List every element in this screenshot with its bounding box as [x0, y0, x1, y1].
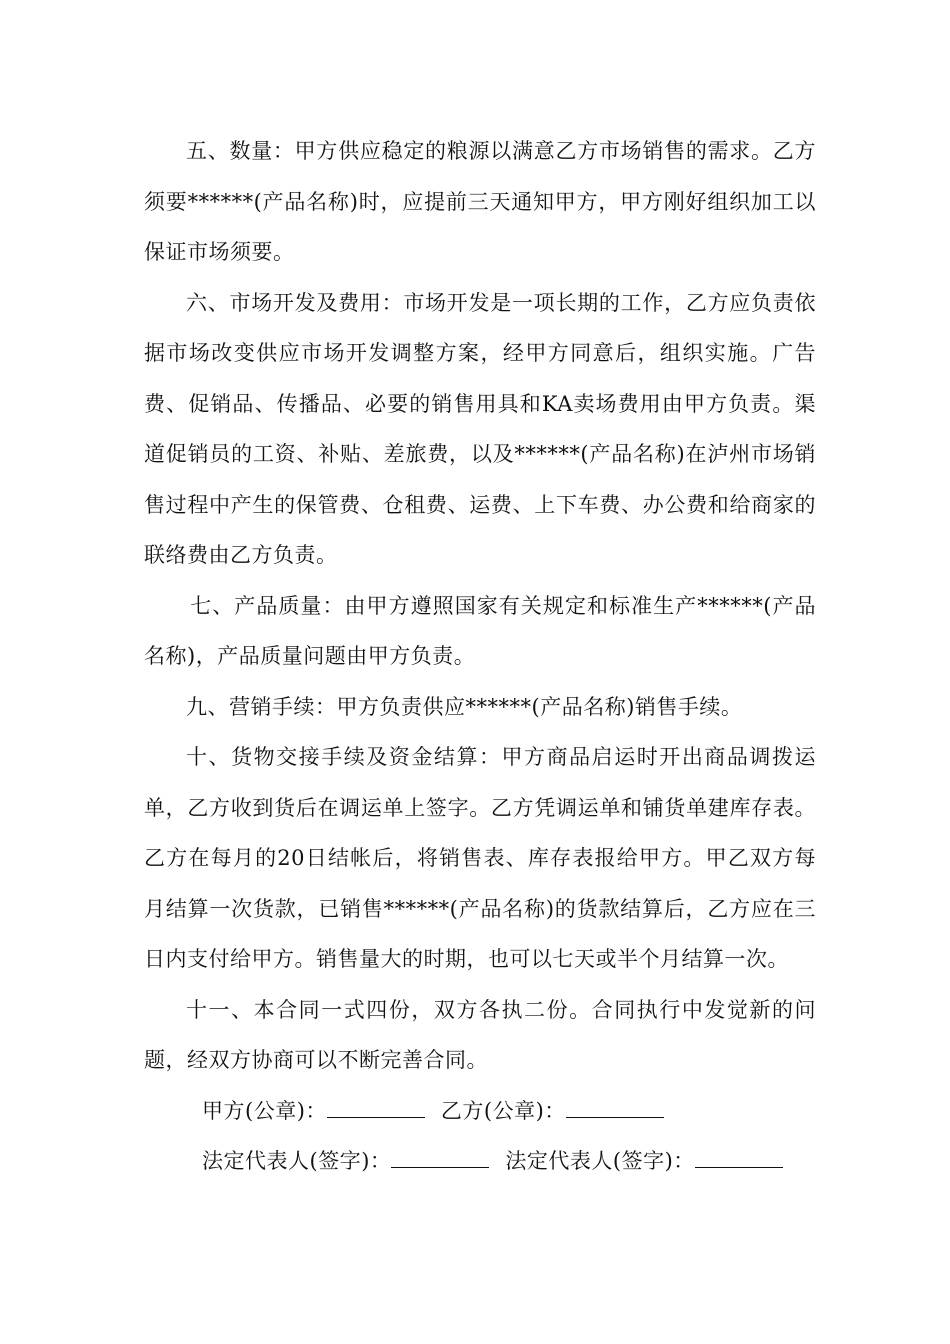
- clause-7-product-quality: 七、产品质量：由甲方遵照国家有关规定和标准生产******(产品名称)，产品质量问题由甲方负责。: [144, 593, 816, 668]
- party-b-seal-blank: [566, 1101, 664, 1118]
- clause-10-delivery-settlement: 十、货物交接手续及资金结算：甲方商品启运时开出商品调拨运单，乙方收到货后在调运单上签字。乙方凭调运单和铺货单建库存表。乙方在每月的20日结帐后，将销售表、库存表报给甲方。甲乙双方每月结算一次货款，已销售******(产品名称)的货款结算后，乙方应在三日内支付给甲方。销售量大的时期，也可以七天或半个月结算一次。: [144, 745, 816, 971]
- seal-signature-row: [144, 1086, 816, 1137]
- party-a-seal-blank: [327, 1101, 425, 1118]
- party-a-seal-label: 甲方(公章)：: [202, 1098, 327, 1123]
- clause-6-market-development: 六、市场开发及费用：市场开发是一项长期的工作，乙方应负责依据市场改变供应市场开发调整方案，经甲方同意后，组织实施。广告费、促销品、传播品、必要的销售用具和KA卖场费用由甲方负责。渠道促销员的工资、补贴、差旅费，以及******(产品名称)在泸州市场销售过程中产生的保管费、仓租费、运费、上下车费、办公费和给商家的联络费由乙方负责。: [144, 290, 816, 567]
- contract-page: [144, 126, 816, 1187]
- clause-9-marketing-procedures: 九、营销手续：甲方负责供应******(产品名称)销售手续。: [186, 694, 743, 719]
- party-b-rep-blank: [695, 1151, 783, 1168]
- party-a-rep-blank: [391, 1151, 489, 1168]
- clause-11-copies: 十一、本合同一式四份，双方各执二份。合同执行中发觉新的问题，经双方协商可以不断完善合同。: [144, 997, 816, 1072]
- representative-signature-row: [144, 1136, 816, 1187]
- party-b-rep-label: 法定代表人(签字)：: [505, 1149, 695, 1173]
- party-b-seal-label: 乙方(公章)：: [440, 1098, 566, 1123]
- clause-5-quantity: 五、数量：甲方供应稳定的粮源以满意乙方市场销售的需求。乙方须要******(产品名称)时，应提前三天通知甲方，甲方刚好组织加工以保证市场须要。: [144, 139, 816, 264]
- party-a-rep-label: 法定代表人(签字)：: [202, 1149, 392, 1173]
